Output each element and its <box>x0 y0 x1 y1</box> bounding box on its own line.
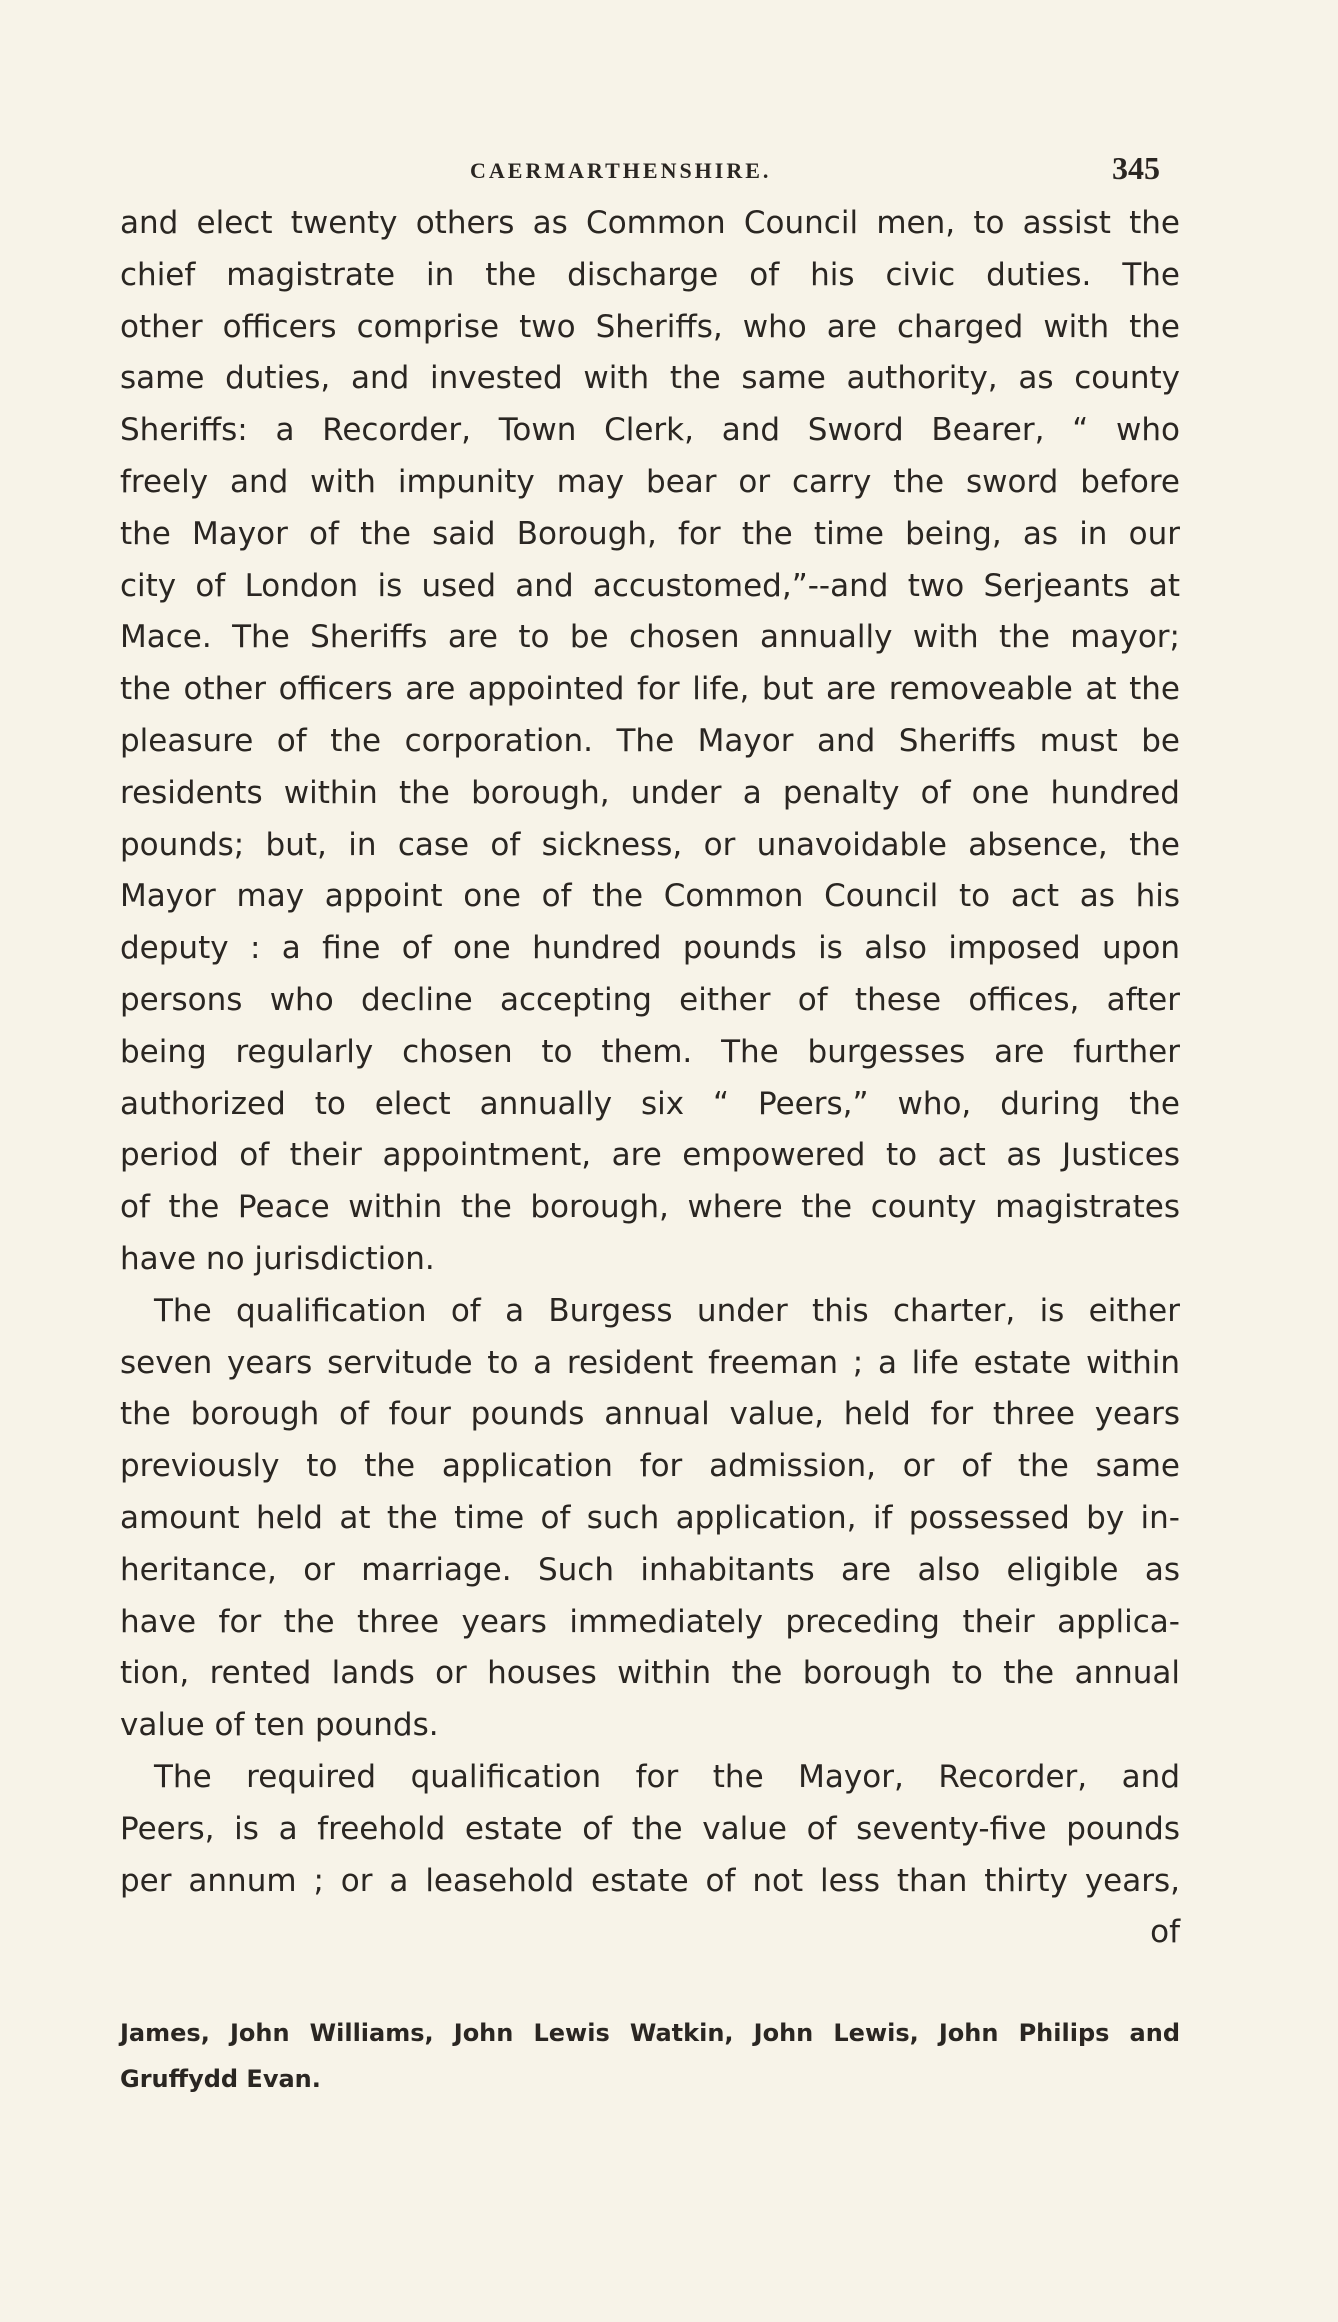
text-line: pounds; but, in case of sickness, or unavoidable absence, the <box>120 826 1180 863</box>
text-line: the borough of four pounds annual value, held for three years <box>120 1396 1180 1433</box>
text-line: authorized to elect annually six “ Peers,” who, during the <box>120 1085 1180 1122</box>
text-line: have no jurisdiction. <box>120 1240 435 1277</box>
text-line: other officers comprise two Sheriffs, who are charged with the <box>120 308 1180 345</box>
text-line: residents within the borough, under a penalty of one hundred <box>120 774 1180 811</box>
text-line: Mayor may appoint one of the Common Council to act as his <box>120 878 1180 915</box>
body-text <box>120 198 1180 1959</box>
text-line: of the Peace within the borough, where the county magistrates <box>120 1189 1180 1226</box>
text-line: have for the three years immediately preceding their applica- <box>120 1603 1180 1640</box>
catchword: of <box>1150 1914 1180 1951</box>
text-line: deputy : a fine of one hundred pounds is also imposed upon <box>120 930 1180 967</box>
text-line: Sheriffs: a Recorder, Town Clerk, and Sword Bearer, “ who <box>120 412 1180 449</box>
footnote <box>120 2010 1180 2102</box>
text-line: The required qualification for the Mayor, Recorder, and <box>154 1758 1180 1795</box>
text-line: per annum ; or a leasehold estate of not less than thirty years, <box>120 1862 1180 1899</box>
text-line: persons who decline accepting either of these offices, after <box>120 981 1180 1018</box>
text-line: previously to the application for admission, or of the same <box>120 1448 1180 1485</box>
text-line: pleasure of the corporation. The Mayor and Sheriffs must be <box>120 722 1180 759</box>
text-line: city of London is used and accustomed,”--and two Serjeants at <box>120 567 1180 604</box>
text-line: tion, rented lands or houses within the borough to the annual <box>120 1655 1180 1692</box>
text-line: the Mayor of the said Borough, for the time being, as in our <box>120 515 1180 552</box>
text-line: value of ten pounds. <box>120 1707 439 1744</box>
text-line: period of their appointment, are empowered to act as Justices <box>120 1137 1180 1174</box>
text-line: The qualification of a Burgess under this charter, is either <box>154 1292 1180 1329</box>
footnote-line: James, John Williams, John Lewis Watkin, John Lewis, John Philips and <box>120 2019 1180 2047</box>
text-line: Peers, is a freehold estate of the value of seventy-five pounds <box>120 1810 1180 1847</box>
page-number: 345 <box>1112 150 1160 186</box>
text-line: heritance, or marriage. Such inhabitants are also eligible as <box>120 1551 1180 1588</box>
text-line: chief magistrate in the discharge of his civic duties. The <box>120 256 1180 293</box>
text-line: the other officers are appointed for life, but are removeable at the <box>120 671 1180 708</box>
text-line: and elect twenty others as Common Council men, to assist the <box>120 205 1180 241</box>
text-line: Mace. The Sheriffs are to be chosen annually with the mayor; <box>120 619 1180 656</box>
running-title: CAERMARTHENSHIRE. <box>470 158 772 183</box>
footnote-line: Gruffydd Evan. <box>120 2065 321 2093</box>
text-line: being regularly chosen to them. The burgesses are further <box>120 1033 1180 1070</box>
text-line: amount held at the time of such application, if possessed by in- <box>120 1499 1180 1536</box>
text-line: freely and with impunity may bear or carry the sword before <box>120 463 1180 500</box>
text-line: seven years servitude to a resident freeman ; a life estate within <box>120 1344 1180 1381</box>
text-line: same duties, and invested with the same authority, as county <box>120 360 1180 397</box>
